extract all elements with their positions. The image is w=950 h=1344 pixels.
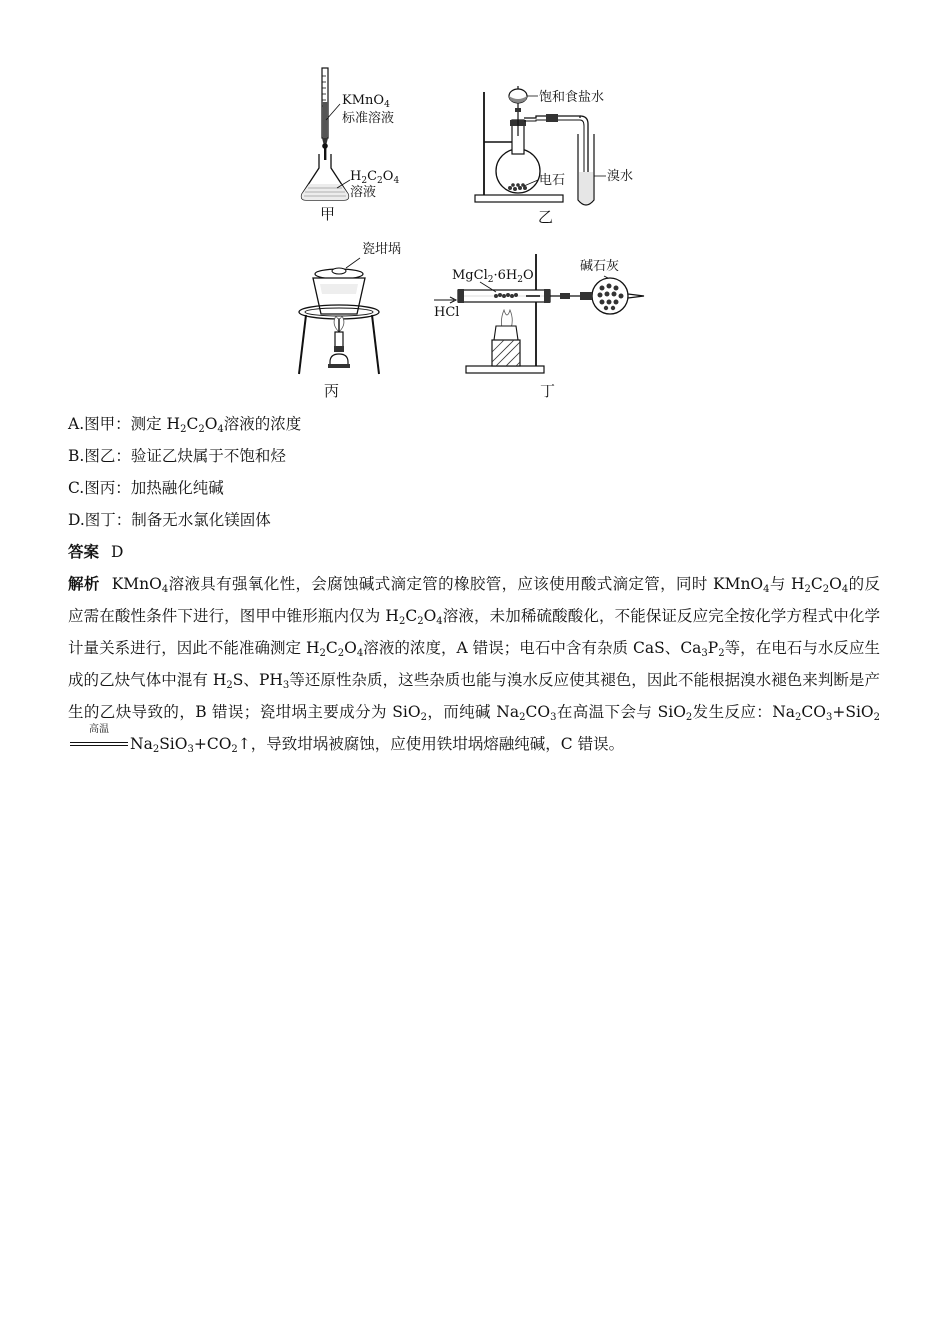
soda-lime-label: 碱石灰 [580, 259, 620, 274]
mgcl2-label: $MgCl_2\cdot 6H_2O$ [452, 268, 534, 285]
carbide-label: 电石 [539, 173, 566, 188]
hcl-label: HCl [434, 305, 460, 320]
answer-label: 答案 [68, 543, 100, 561]
figure-caption-ding: 丁 [540, 382, 556, 400]
analysis-label: 解析 [68, 575, 100, 593]
flask-label-2: 溶液 [350, 185, 377, 200]
option-a: A.图甲：测定 $H_2C_2O_4$溶液的浓度 [68, 415, 302, 435]
option-c: C.图丙：加热融化纯碱 [68, 479, 224, 497]
option-b: B.图乙：验证乙炔属于不饱和烃 [68, 447, 286, 465]
funnel-label: 饱和食盐水 [539, 90, 605, 105]
question-text [68, 408, 880, 760]
burette-label-2: 标准溶液 [342, 111, 395, 126]
reaction-condition-label: 高温 [89, 724, 109, 735]
figure-yi [470, 80, 655, 230]
burette-label: KMnO$_4$ [342, 93, 390, 110]
crucible-label: 瓷坩埚 [362, 242, 402, 257]
acetylene-apparatus-diagram [470, 80, 655, 230]
figure-caption-bing: 丙 [324, 382, 340, 400]
flask-label: $H_2C_2O_4$ [350, 169, 400, 186]
answer [68, 536, 880, 568]
crucible-heating-diagram [294, 236, 424, 406]
figure-ding [430, 252, 648, 402]
reaction-condition [68, 724, 130, 750]
bromine-water-label: 溴水 [607, 169, 634, 184]
anhydrous-mgcl2-apparatus-diagram [430, 252, 648, 402]
figure-jia [292, 62, 432, 227]
figure-bing [294, 236, 424, 406]
figure-caption-yi: 乙 [538, 208, 554, 226]
answer-value: D [111, 543, 124, 561]
analysis: 解析 KMnO$_4$溶液具有强氧化性，会腐蚀碱式滴定管的橡胶管，应该使用酸式滴定管，同时 KMnO$_4$与 $H_2C_2O_4$的反应需在酸性条件下进行，图甲中锥形瓶内仅为 $H_2C_2O_4$溶液，未加稀硫酸酸化，不能保证反应完全按化学方程式中化学计量关系进行，因此不能准确测定 $H_2C_2O_4$溶液的浓度，A 错误；电石中含有杂质 CaS、$Ca_3P_2$等，在电石与水反应生成的乙炔气体中混有 $H_2S$、$PH_3$等还原性杂质，这些杂质也能与溴水反应使其褪色，因此不能根据溴水褪色来判断是产生的乙炔导致的，B 错误；瓷坩埚主要成分为 SiO$_2$，而纯碱 $Na_2CO_3$在高温下会与 SiO$_2$发生反应：$Na_2CO_3+SiO_2$ 高温 $Na_2SiO_3+CO_2↑$，导致坩埚被腐蚀，应使用铁坩埚熔融纯碱，C 错误。 [68, 575, 881, 755]
option-d: D.图丁：制备无水氯化镁固体 [68, 511, 271, 529]
titration-apparatus-diagram [292, 62, 432, 227]
figure-caption-jia: 甲 [320, 205, 336, 223]
